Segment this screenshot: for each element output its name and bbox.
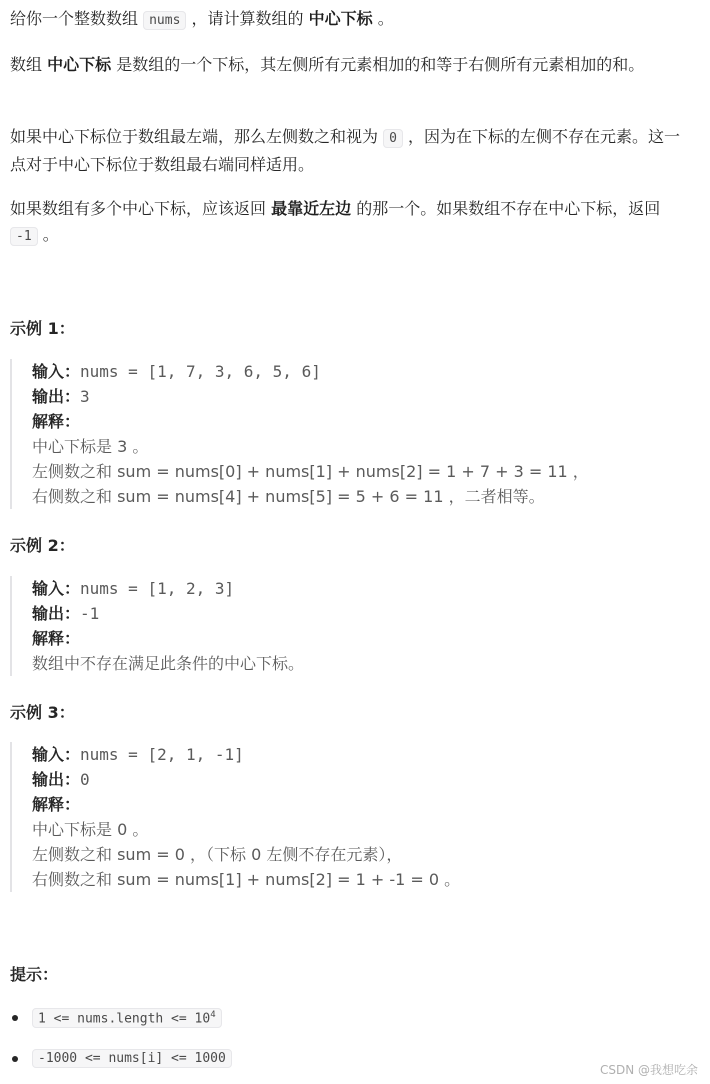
bold-term: 最靠近左边 xyxy=(271,199,352,218)
intro-paragraph-4 xyxy=(10,196,680,250)
output-label: 输出： xyxy=(32,770,81,789)
bullet-icon xyxy=(12,1015,18,1021)
text: 给你一个整数数组 xyxy=(10,9,144,28)
example-1-title: 示例 1： xyxy=(10,319,75,338)
intro-paragraph-1 xyxy=(10,6,680,34)
output-value: -1 xyxy=(80,604,100,623)
input-label: 输入： xyxy=(32,362,81,381)
explain-label: 解释： xyxy=(32,412,81,431)
explain-line: 数组中不存在满足此条件的中心下标。 xyxy=(32,654,305,673)
text: 。 xyxy=(37,225,59,244)
code-zero: 0 xyxy=(383,129,403,148)
code-nums: nums xyxy=(143,11,186,30)
intro-paragraph-3 xyxy=(10,124,680,178)
input-value: nums = [2, 1, -1] xyxy=(80,745,244,764)
code-minus-one: -1 xyxy=(10,227,38,246)
constraint-range: -1000 <= nums[i] <= 1000 xyxy=(32,1049,232,1068)
hints-title: 提示： xyxy=(10,965,59,984)
example-2-title: 示例 2： xyxy=(10,536,75,555)
text: 的那一个。如果数组不存在中心下标，返回 xyxy=(351,199,661,218)
text: 如果中心下标位于数组最左端，那么左侧数之和视为 xyxy=(10,127,384,146)
bold-term: 中心下标 xyxy=(308,9,373,28)
explain-line: 左侧数之和 sum = 0 ，（下标 0 左侧不存在元素）， xyxy=(32,845,403,864)
explain-label: 解释： xyxy=(32,795,81,814)
constraint-length xyxy=(32,1008,222,1028)
explain-line: 左侧数之和 sum = nums[0] + nums[1] + nums[2] = 1 + 7 + 3 = 11 ， xyxy=(32,462,589,481)
input-label: 输入： xyxy=(32,579,81,598)
text: 数组 xyxy=(10,55,48,74)
exponent: 4 xyxy=(210,1010,216,1020)
explain-line: 中心下标是 0 。 xyxy=(32,820,149,839)
text: ，请计算数组的 xyxy=(186,9,309,28)
constraint-text: 1 <= nums.length <= 10 xyxy=(38,1011,211,1027)
example-3-title: 示例 3： xyxy=(10,703,75,722)
output-label: 输出： xyxy=(32,604,81,623)
bold-term: 中心下标 xyxy=(47,55,112,74)
intro-paragraph-2 xyxy=(10,52,680,78)
output-value: 3 xyxy=(80,387,90,406)
example-3-block xyxy=(10,742,702,892)
text: 是数组的一个下标，其左侧所有元素相加的和等于右侧所有元素相加的和。 xyxy=(111,55,645,74)
input-value: nums = [1, 7, 3, 6, 5, 6] xyxy=(80,362,321,381)
input-label: 输入： xyxy=(32,745,81,764)
example-2-block xyxy=(10,576,702,676)
hint-item-2 xyxy=(10,1049,232,1068)
hint-item-1 xyxy=(10,1008,222,1028)
text: 如果数组有多个中心下标，应该返回 xyxy=(10,199,272,218)
example-1-block xyxy=(10,359,702,509)
input-value: nums = [1, 2, 3] xyxy=(80,579,235,598)
output-value: 0 xyxy=(80,770,90,789)
explain-line: 右侧数之和 sum = nums[4] + nums[5] = 5 + 6 = 11 ，二者相等。 xyxy=(32,487,545,506)
text: 。 xyxy=(372,9,394,28)
bullet-icon xyxy=(12,1056,18,1062)
explain-line: 右侧数之和 sum = nums[1] + nums[2] = 1 + -1 = 0 。 xyxy=(32,870,461,889)
output-label: 输出： xyxy=(32,387,81,406)
explain-label: 解释： xyxy=(32,629,81,648)
explain-line: 中心下标是 3 。 xyxy=(32,437,149,456)
text: ，因为在下标的左侧不存在元素。这一点对于中心下标位于数组最右端同样适用。 xyxy=(10,127,681,174)
watermark: CSDN @我想吃余 xyxy=(599,1063,698,1077)
